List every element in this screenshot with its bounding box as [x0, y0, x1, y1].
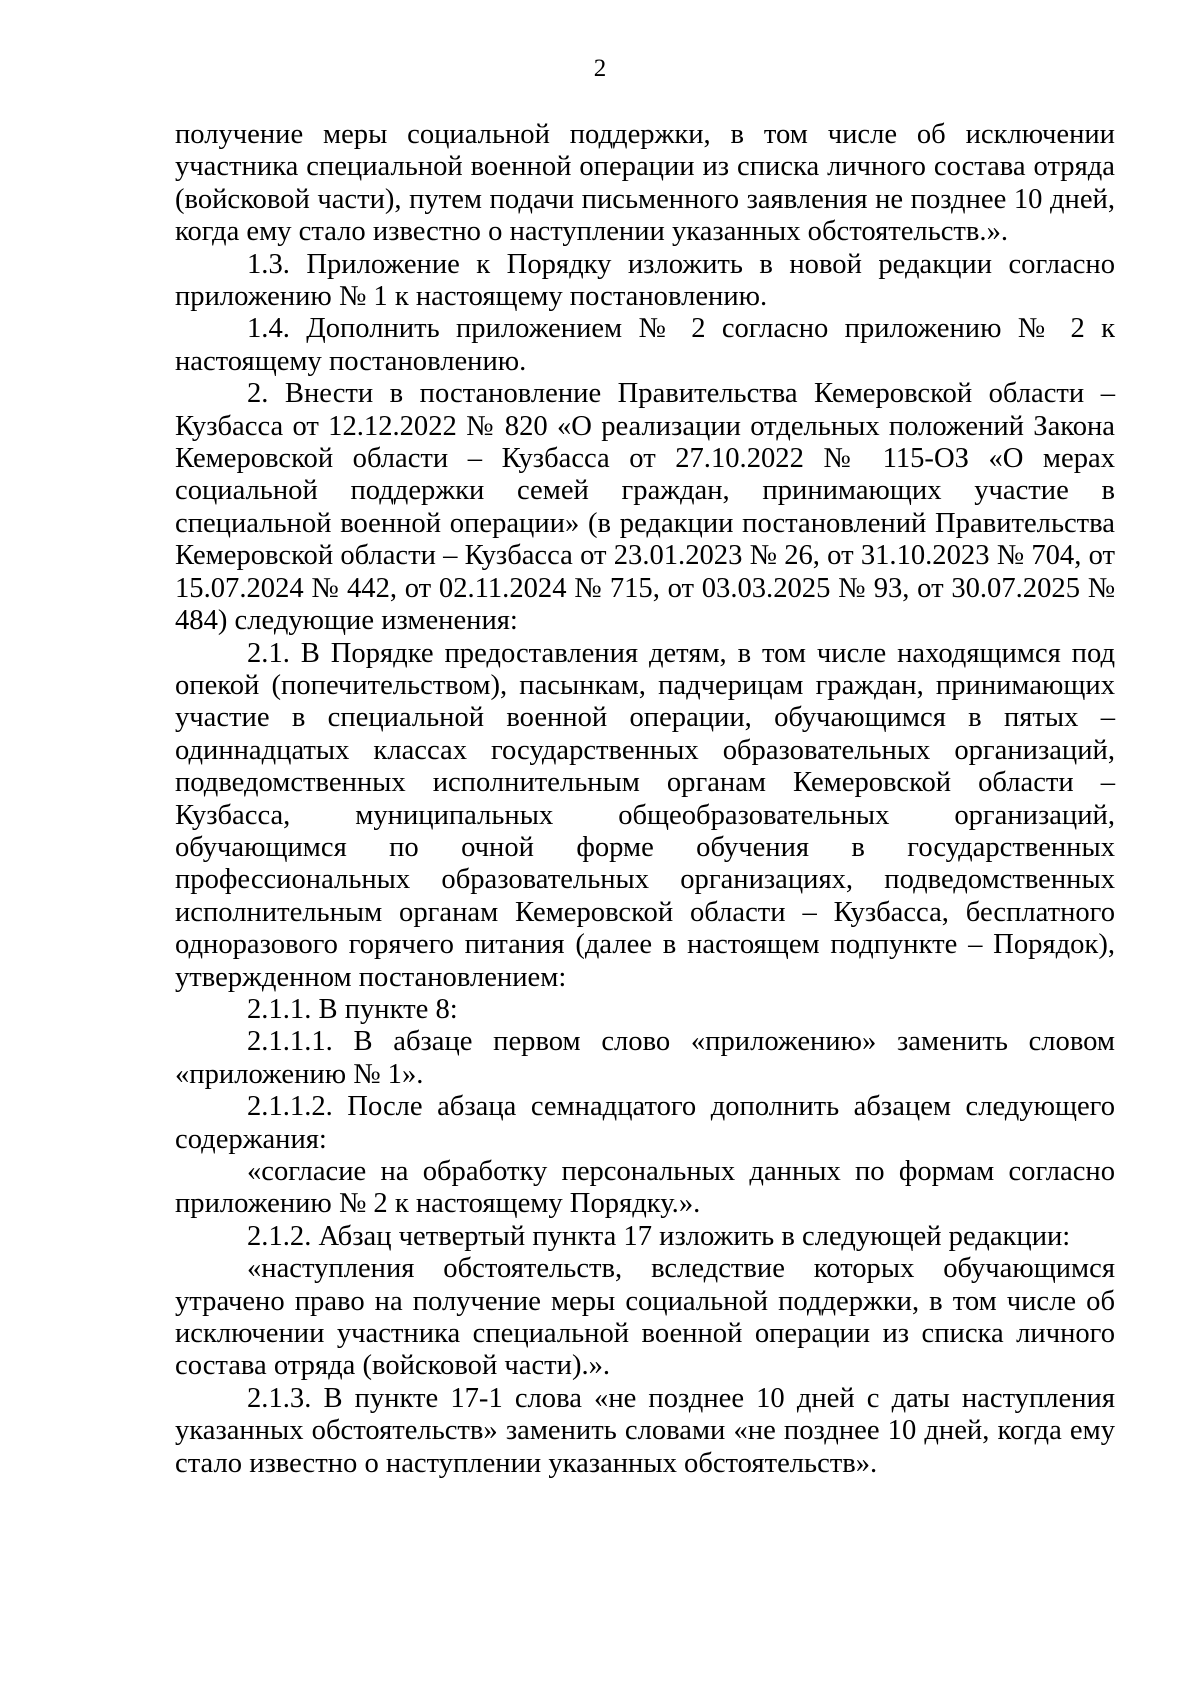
- paragraph-continuation: получение меры социальной поддержки, в том числе об исключении участника специальной военной операции из списка личного состава отряда (войсковой части), путем подачи письменного заявления не позднее 10 дней, когда ему стало известно о наступлении указанных обстоятельств.».: [175, 119, 1115, 248]
- paragraph-1-4: 1.4. Дополнить приложением № 2 согласно приложению № 2 к настоящему постановлению.: [175, 313, 1115, 377]
- page-number: 2: [593, 55, 607, 82]
- document-body: [175, 119, 1115, 1480]
- paragraph-2: 2. Внести в постановление Правительства Кемеровской области – Кузбасса от 12.12.2022 № 820 «О реализации отдельных положений Закона Кемеровской области – Кузбасса от 27.10.2022 № 115-ОЗ «О мерах социальной поддержки семей граждан, принимающих участие в специальной военной операции» (в редакции постановлений Правительства Кемеровской области – Кузбасса от 23.01.2023 № 26, от 31.10.2023 № 704, от 15.07.2024 № 442, от 02.11.2024 № 715, от 03.03.2025 № 93, от 30.07.2025 № 484) следующие изменения:: [175, 378, 1115, 637]
- paragraph-quote-circumstances: «наступления обстоятельств, вследствие которых обучающимся утрачено право на получение меры социальной поддержки, в том числе об исключении участника специальной военной операции из списка личного состава отряда (войсковой части).».: [175, 1253, 1115, 1382]
- paragraph-quote-consent: «согласие на обработку персональных данных по формам согласно приложению № 2 к настоящему Порядку.».: [175, 1156, 1115, 1220]
- paragraph-2-1: 2.1. В Порядке предоставления детям, в том числе находящимся под опекой (попечительством), пасынкам, падчерицам граждан, принимающих участие в специальной военной операции, обучающимся в пятых – одиннадцатых классах государственных образовательных организаций, подведомственных исполнительным органам Кемеровской области – Кузбасса, муниципальных общеобразовательных организаций, обучающимся по очной форме обучения в государственных профессиональных образовательных организациях, подведомственных исполнительным органам Кемеровской области – Кузбасса, бесплатного одноразового горячего питания (далее в настоящем подпункте – Порядок), утвержденном постановлением:: [175, 637, 1115, 993]
- paragraph-2-1-3: 2.1.3. В пункте 17-1 слова «не позднее 10 дней с даты наступления указанных обстоятельств» заменить словами «не позднее 10 дней, когда ему стало известно о наступлении указанных обстоятельств».: [175, 1382, 1115, 1479]
- paragraph-2-1-1-2: 2.1.1.2. После абзаца семнадцатого дополнить абзацем следующего содержания:: [175, 1091, 1115, 1155]
- paragraph-1-3: 1.3. Приложение к Порядку изложить в новой редакции согласно приложению № 1 к настоящему постановлению.: [175, 248, 1115, 313]
- paragraph-2-1-1-1: 2.1.1.1. В абзаце первом слово «приложению» заменить словом «приложению № 1».: [175, 1026, 1115, 1090]
- paragraph-2-1-2: 2.1.2. Абзац четвертый пункта 17 изложить в следующей редакции:: [247, 1220, 1071, 1252]
- paragraph-2-1-1: 2.1.1. В пункте 8:: [247, 993, 458, 1025]
